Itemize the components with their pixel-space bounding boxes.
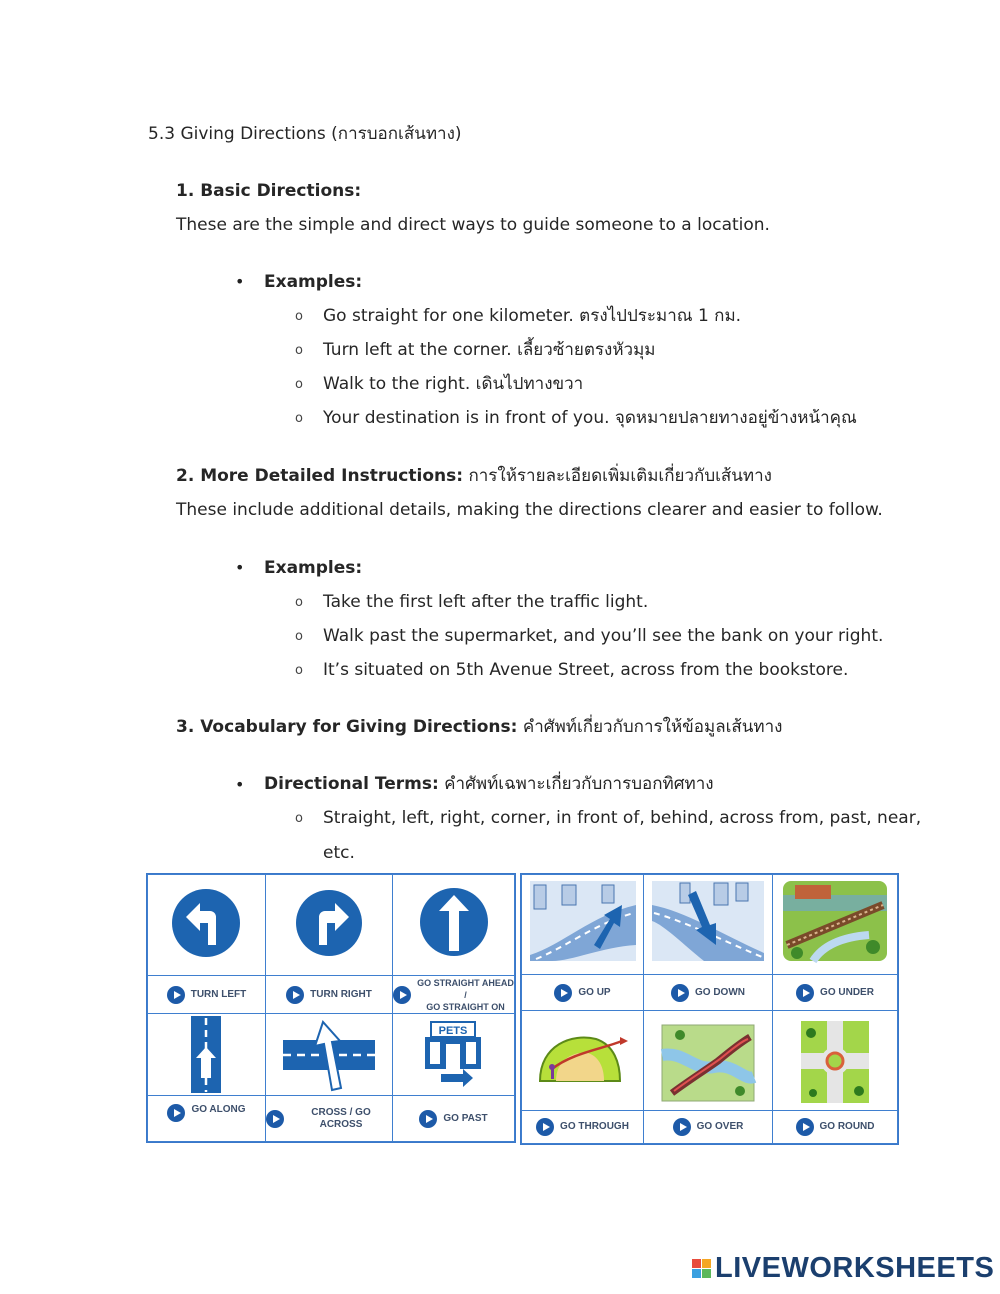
play-icon <box>419 1110 437 1128</box>
go-straight-label-group <box>417 977 514 1013</box>
go-straight-caption <box>392 975 515 1014</box>
liveworksheets-logo[interactable] <box>692 1252 994 1285</box>
sub-bullet: o <box>295 343 303 358</box>
logo-blocks-icon <box>692 1259 711 1278</box>
bullet-dot: • <box>235 272 245 291</box>
section2-description: These include additional details, making the directions clearer and easier to follow. <box>176 500 883 520</box>
signs-panel-left <box>146 873 516 1143</box>
go-under-caption <box>772 974 898 1011</box>
go-down-picture <box>643 874 773 975</box>
go-past-sign <box>392 1013 515 1096</box>
go-along-label: GO ALONG <box>191 1104 246 1115</box>
go-through-caption <box>521 1110 644 1144</box>
shop-past-icon <box>393 1014 514 1095</box>
section2-example: It’s situated on 5th Avenue Street, across from the bookstore. <box>323 660 849 680</box>
section2-title-thai: การให้รายละเอียดเพิ่มเติมเกี่ยวกับเส้นทาง <box>468 466 772 486</box>
go-up-label: GO UP <box>578 986 611 998</box>
bullet-dot: • <box>235 775 245 794</box>
road-up-icon <box>522 875 643 974</box>
go-through-label: GO THROUGH <box>560 1121 629 1132</box>
section2-example: Take the first left after the traffic light. <box>323 592 649 612</box>
signs-panel-right <box>520 873 899 1145</box>
section1-example: Your destination is in front of you. จุดหมายปลายทางอยู่ข้างหน้าคุณ <box>323 408 857 428</box>
go-under-picture <box>772 874 898 975</box>
play-icon <box>266 1110 284 1128</box>
section2-example: Walk past the supermarket, and you’ll see the bank on your right. <box>323 626 884 646</box>
go-up-picture <box>521 874 644 975</box>
turn-right-label: TURN RIGHT <box>310 988 372 1000</box>
section1-description: These are the simple and direct ways to guide someone to a location. <box>176 215 770 235</box>
go-along-sign <box>147 1013 266 1096</box>
turn-left-sign <box>147 874 266 976</box>
sub-bullet: o <box>295 663 303 678</box>
section1-title: 1. Basic Directions: <box>176 181 362 201</box>
sub-bullet: o <box>295 377 303 392</box>
play-icon <box>796 1118 814 1136</box>
bridge-over-icon <box>644 1011 772 1110</box>
directional-terms-label: Directional Terms: <box>264 774 439 794</box>
turn-right-sign <box>265 874 393 976</box>
go-round-picture <box>772 1010 898 1111</box>
go-over-picture <box>643 1010 773 1111</box>
road-down-icon <box>644 875 772 974</box>
go-along-caption <box>147 1095 266 1142</box>
play-icon <box>673 1118 691 1136</box>
go-straight-label-1: GO STRAIGHT AHEAD <box>417 977 514 988</box>
turn-left-caption <box>147 975 266 1014</box>
sub-bullet: o <box>295 811 303 826</box>
sub-bullet: o <box>295 629 303 644</box>
turn-left-icon <box>148 875 265 975</box>
turn-right-caption <box>265 975 393 1014</box>
terms-line-1: Straight, left, right, corner, in front of, behind, across from, past, near, <box>323 808 922 828</box>
cross-sign <box>265 1013 393 1096</box>
play-icon <box>167 986 185 1004</box>
logo-text: LIVEWORKSHEETS <box>715 1252 995 1284</box>
go-down-label: GO DOWN <box>695 986 745 998</box>
section1-example: Go straight for one kilometer. ตรงไปประมาณ 1 กม. <box>323 306 742 326</box>
sub-bullet: o <box>295 309 303 324</box>
bullet-dot: • <box>235 558 245 577</box>
go-past-label: GO PAST <box>443 1112 488 1124</box>
go-through-picture <box>521 1010 644 1111</box>
play-icon <box>536 1118 554 1136</box>
go-round-label: GO ROUND <box>819 1121 875 1132</box>
cross-label: CROSS / GO ACROSS <box>311 1106 371 1130</box>
section1-example: Turn left at the corner. เลี้ยวซ้ายตรงหัวมุม <box>323 340 656 360</box>
play-icon <box>286 986 304 1004</box>
sub-bullet: o <box>295 595 303 610</box>
section2-title: 2. More Detailed Instructions: <box>176 466 464 486</box>
section3-title: 3. Vocabulary for Giving Directions: <box>176 717 518 737</box>
roundabout-icon <box>773 1011 897 1110</box>
play-icon <box>796 984 814 1002</box>
pets-sign-text: PETS <box>438 1025 468 1037</box>
section3-heading-line <box>176 716 782 738</box>
section2-heading-line <box>176 465 772 487</box>
page-heading: 5.3 Giving Directions (การบอกเส้นทาง) <box>148 124 462 144</box>
section1-example: Walk to the right. เดินไปทางขวา <box>323 374 584 394</box>
go-over-label: GO OVER <box>696 1121 744 1132</box>
go-under-label: GO UNDER <box>820 986 874 998</box>
bridge-under-icon <box>773 875 897 974</box>
go-up-caption <box>521 974 644 1011</box>
road-along-icon <box>148 1014 265 1095</box>
tunnel-through-icon <box>522 1011 643 1110</box>
turn-left-label: TURN LEFT <box>190 988 247 1000</box>
go-straight-label-3: GO STRAIGHT ON <box>426 1001 505 1012</box>
terms-line-2: etc. <box>323 843 355 863</box>
cross-caption <box>265 1095 393 1142</box>
play-icon <box>554 984 572 1002</box>
section2-examples-label: Examples: <box>264 558 363 578</box>
go-over-caption <box>643 1110 773 1144</box>
go-straight-label-2: / <box>464 989 467 1000</box>
cross-road-icon <box>266 1014 392 1095</box>
play-icon <box>393 986 411 1004</box>
directional-terms-thai: คำศัพท์เฉพาะเกี่ยวกับการบอกทิศทาง <box>444 774 714 794</box>
go-round-caption <box>772 1110 898 1144</box>
straight-arrow-icon <box>393 875 514 975</box>
section3-title-thai: คำศัพท์เกี่ยวกับการให้ข้อมูลเส้นทาง <box>522 717 783 737</box>
go-down-caption <box>643 974 773 1011</box>
play-icon <box>167 1104 185 1122</box>
sub-bullet: o <box>295 411 303 426</box>
play-icon <box>671 984 689 1002</box>
go-past-caption <box>392 1095 515 1142</box>
directional-terms-line <box>264 773 714 795</box>
section1-examples-label: Examples: <box>264 272 363 292</box>
turn-right-icon <box>266 875 392 975</box>
go-straight-sign <box>392 874 515 976</box>
